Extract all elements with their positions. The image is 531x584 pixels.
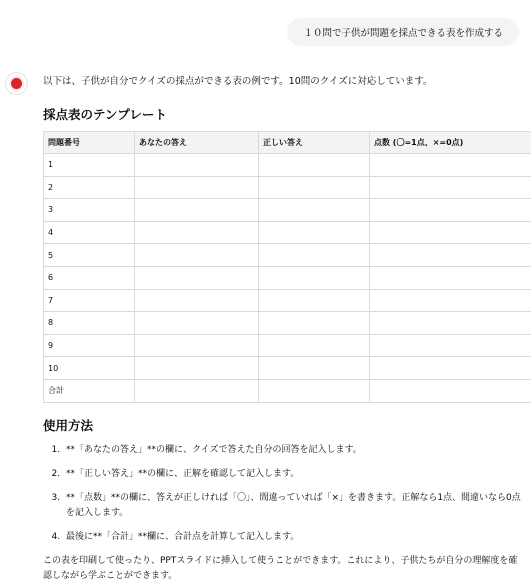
row-label: 7	[44, 289, 135, 312]
row-label-total: 合計	[44, 379, 135, 402]
table-row	[44, 244, 531, 267]
usage-steps	[43, 443, 521, 545]
score-cell	[370, 244, 531, 267]
table-row	[44, 176, 531, 199]
table-row	[44, 289, 531, 312]
score-cell	[370, 176, 531, 199]
correct-cell	[259, 199, 370, 222]
row-label: 8	[44, 312, 135, 335]
table-row-total	[44, 379, 531, 402]
usage-step: 4. 最後に**「合計」**欄に、合計点を計算して記入します。	[63, 530, 521, 545]
assistant-avatar	[5, 72, 28, 95]
row-label: 6	[44, 266, 135, 289]
table-header-row	[44, 132, 531, 154]
correct-cell	[259, 244, 370, 267]
table-row	[44, 154, 531, 177]
correct-cell	[259, 379, 370, 402]
usage-step: 1. **「あなたの答え」**の欄に、クイズで答えた自分の回答を記入します。	[63, 443, 521, 458]
score-cell	[370, 199, 531, 222]
answer-cell	[135, 357, 259, 380]
score-cell	[370, 357, 531, 380]
table-row	[44, 199, 531, 222]
table-row	[44, 221, 531, 244]
correct-cell	[259, 154, 370, 177]
correct-cell	[259, 357, 370, 380]
answer-cell	[135, 199, 259, 222]
score-cell	[370, 221, 531, 244]
usage-step: 3. **「点数」**の欄に、答えが正しければ「〇」、間違っていれば「×」を書きます。正解なら1点、間違いなら0点を記入します。	[63, 491, 521, 521]
correct-cell	[259, 221, 370, 244]
correct-cell	[259, 266, 370, 289]
header-correct-answer: 正しい答え	[259, 132, 370, 154]
row-label: 4	[44, 221, 135, 244]
table-row	[44, 334, 531, 357]
answer-cell	[135, 334, 259, 357]
table-row	[44, 312, 531, 335]
assistant-response	[43, 74, 521, 584]
correct-cell	[259, 176, 370, 199]
table-heading: 採点表のテンプレート	[43, 107, 521, 123]
row-label: 2	[44, 176, 135, 199]
row-label: 9	[44, 334, 135, 357]
table-row	[44, 357, 531, 380]
score-cell	[370, 334, 531, 357]
row-label: 1	[44, 154, 135, 177]
correct-cell	[259, 312, 370, 335]
user-message: １０問で子供が問題を採点できる表を作成する	[287, 18, 519, 46]
intro-text: 以下は、子供が自分でクイズの採点ができる表の例です。10問のクイズに対応しています。	[43, 74, 521, 90]
correct-cell	[259, 289, 370, 312]
usage-heading: 使用方法	[43, 418, 521, 434]
assistant-logo-icon	[11, 78, 22, 89]
score-cell	[370, 289, 531, 312]
answer-cell	[135, 289, 259, 312]
answer-cell	[135, 221, 259, 244]
footer-text: この表を印刷して使ったり、PPTスライドに挿入して使うことができます。これにより、子供たちが自分の理解度を確認しながら学ぶことができます。	[43, 554, 521, 584]
row-label: 3	[44, 199, 135, 222]
usage-step: 2. **「正しい答え」**の欄に、正解を確認して記入します。	[63, 467, 521, 482]
header-question-number: 問題番号	[44, 132, 135, 154]
header-score: 点数 (〇=1点、×=0点)	[370, 132, 531, 154]
answer-cell	[135, 266, 259, 289]
answer-cell	[135, 176, 259, 199]
answer-cell	[135, 312, 259, 335]
table-row	[44, 266, 531, 289]
row-label: 10	[44, 357, 135, 380]
answer-cell	[135, 154, 259, 177]
answer-cell	[135, 379, 259, 402]
score-cell	[370, 266, 531, 289]
answer-cell	[135, 244, 259, 267]
score-cell	[370, 379, 531, 402]
scoring-table	[43, 131, 531, 403]
header-your-answer: あなたの答え	[135, 132, 259, 154]
score-cell	[370, 312, 531, 335]
score-cell	[370, 154, 531, 177]
correct-cell	[259, 334, 370, 357]
row-label: 5	[44, 244, 135, 267]
